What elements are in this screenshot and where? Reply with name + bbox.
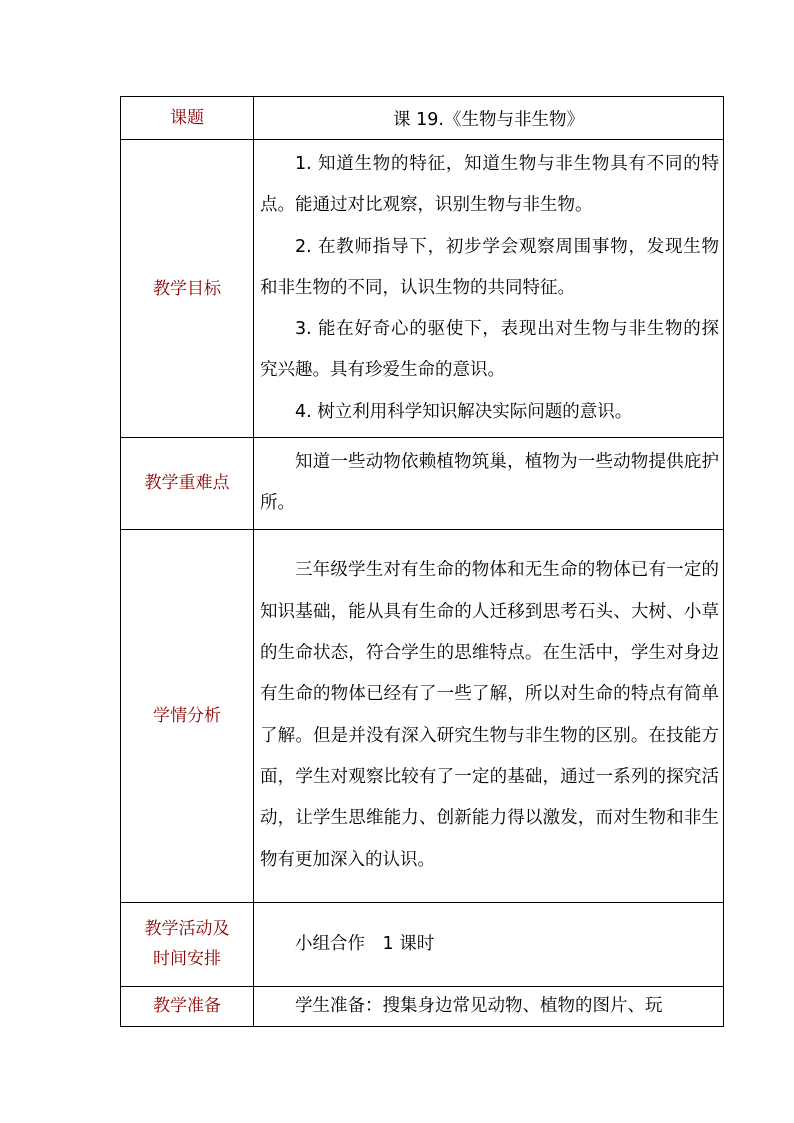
objective-item-4: 4. 树立利用科学知识解决实际问题的意识。: [295, 401, 633, 422]
label-activity-line-2: 时间安排: [153, 949, 221, 970]
label-objectives: 教学目标: [121, 140, 254, 438]
label-preparation: 教学准备: [121, 986, 254, 1026]
row-objectives: [121, 140, 724, 438]
key-points-content: [254, 438, 724, 530]
label-activity-line-1: 教学活动及: [144, 919, 230, 940]
preparation-content: [254, 986, 724, 1026]
preparation-text: 学生准备：搜集身边常见动物、植物的图片、玩: [295, 996, 663, 1017]
label-analysis: 学情分析: [121, 529, 254, 902]
lesson-plan-table: [120, 96, 724, 1027]
key-points-text: 知道一些动物依赖植物筑巢，植物为一些动物提供庇护所。: [260, 452, 719, 514]
label-key-points: 教学重难点: [121, 438, 254, 530]
activity-content: [254, 902, 724, 986]
row-preparation: [121, 986, 724, 1026]
row-key-points: [121, 438, 724, 530]
lesson-title: 课 19.《生物与非生物》: [254, 97, 724, 140]
activity-text: 小组合作 1 课时: [295, 933, 435, 954]
row-analysis: [121, 529, 724, 902]
analysis-content: [254, 529, 724, 902]
row-title: [121, 97, 724, 140]
label-title: 课题: [121, 97, 254, 140]
row-activity: [121, 902, 724, 986]
objective-item-1: 1. 知道生物的特征，知道生物与非生物具有不同的特点。能通过对比观察，识别生物与非生物。: [260, 154, 719, 216]
analysis-text: 三年级学生对有生命的物体和无生命的物体已有一定的知识基础，能从具有生命的人迁移到思考石头、大树、小草的生命状态，符合学生的思维特点。在生活中，学生对身边有生命的物体已经有了一些了解，所以对生命的特点有简单了解。但是并没有深入研究生物与非生物的区别。在技能方面，学生对观察比较有了一定的基础，通过一系列的探究活动，让学生思维能力、创新能力得以激发，而对生物和非生物有更加深入的认识。: [260, 560, 719, 870]
objective-item-2: 2. 在教师指导下，初步学会观察周围事物，发现生物和非生物的不同，认识生物的共同特征。: [260, 236, 719, 298]
objective-item-3: 3. 能在好奇心的驱使下，表现出对生物与非生物的探究兴趣。具有珍爱生命的意识。: [260, 319, 719, 381]
objectives-content: [254, 140, 724, 438]
label-activity: [121, 902, 254, 986]
